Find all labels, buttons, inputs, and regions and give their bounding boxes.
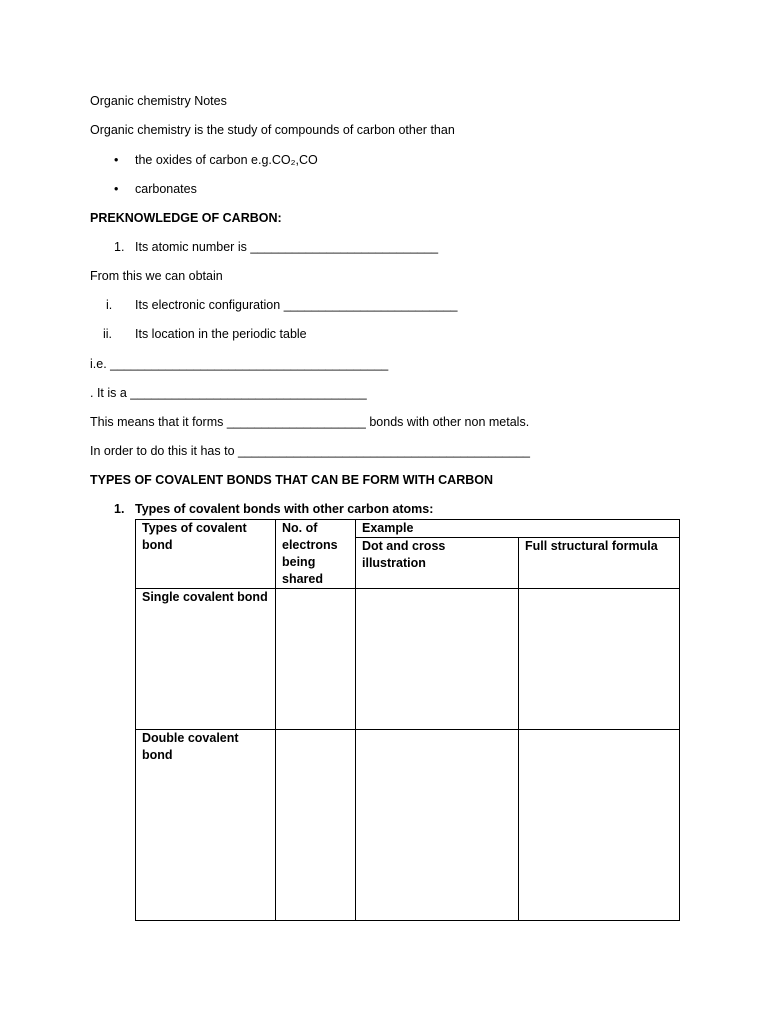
row-label-single-bond: Single covalent bond (136, 589, 276, 729)
electronic-config-question: Its electronic configuration _________________________ (135, 298, 458, 312)
intro-text: Organic chemistry is the study of compounds of carbon other than (90, 123, 455, 137)
table-row (136, 589, 680, 729)
doc-title: Organic chemistry Notes (90, 94, 227, 108)
header-dot-cross: Dot and cross illustration (356, 538, 519, 589)
covalent-bonds-table (135, 519, 680, 921)
covalent-types-subheading: Types of covalent bonds with other carbon atoms: (135, 502, 434, 516)
atomic-number-question: Its atomic number is ___________________________ (135, 240, 439, 254)
bullet-dot: • (114, 153, 119, 167)
in-order-line: In order to do this it has to __________________________________________ (90, 444, 530, 458)
cell-blank (519, 729, 680, 921)
header-bond-type: Types of covalent bond (136, 520, 276, 589)
header-structural-formula: Full structural formula (519, 538, 680, 589)
cell-blank (276, 589, 356, 729)
types-heading: TYPES OF COVALENT BONDS THAT CAN BE FORM WITH CARBON (90, 473, 493, 487)
forms-bonds-line: This means that it forms ____________________ bonds with other non metals. (90, 415, 530, 429)
roman-number: ii. (103, 327, 113, 341)
bullet-item-oxides: the oxides of carbon e.g.CO₂,CO (135, 153, 318, 167)
header-electrons-shared: No. of electrons being shared (276, 520, 356, 589)
location-question: Its location in the periodic table (135, 327, 307, 341)
header-example: Example (356, 520, 680, 538)
from-this-text: From this we can obtain (90, 269, 223, 283)
bullet-dot: • (114, 182, 119, 196)
cell-blank (356, 589, 519, 729)
bullet-item-carbonates: carbonates (135, 182, 197, 196)
it-is-line: . It is a __________________________________ (90, 386, 367, 400)
preknowledge-heading: PREKNOWLEDGE OF CARBON: (90, 211, 282, 225)
cell-blank (276, 729, 356, 921)
list-number: 1. (114, 502, 125, 516)
cell-blank (356, 729, 519, 921)
roman-number: i. (106, 298, 113, 312)
list-number: 1. (114, 240, 125, 254)
row-label-double-bond: Double covalent bond (136, 729, 276, 921)
table-row (136, 729, 680, 921)
ie-line: i.e. ________________________________________ (90, 357, 389, 371)
cell-blank (519, 589, 680, 729)
